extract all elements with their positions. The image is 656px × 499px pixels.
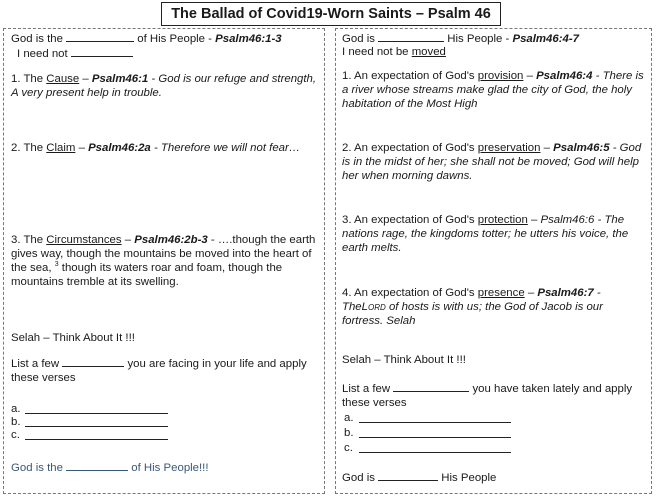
point-number: 3. The	[11, 234, 44, 246]
point-text: - God is in the midst of her; she shall not be moved; God will help her when morning dawns.	[342, 142, 642, 182]
point-term: provision	[477, 70, 524, 82]
right-header-pre: God is	[342, 33, 375, 45]
right-closing-blank[interactable]	[378, 469, 438, 481]
option-c	[11, 428, 318, 441]
point-text: - ….though the earth gives way, though the mountains be moved into the heart of the sea,	[11, 234, 316, 274]
option-label: b.	[344, 427, 354, 439]
point-term: Claim	[46, 142, 76, 154]
point-term: protection	[477, 214, 528, 226]
point-text: - Therefore we will not fear…	[153, 142, 301, 154]
right-subheader	[342, 45, 647, 59]
option-a-line[interactable]	[359, 411, 511, 423]
left-options	[11, 402, 318, 441]
list-prompt-post: you have taken lately and apply these verses	[342, 383, 633, 409]
option-label: c.	[344, 442, 353, 454]
list-prompt-pre: List a few	[11, 358, 60, 370]
point-number: 2. An expectation of God's	[342, 142, 475, 154]
right-list-prompt	[342, 380, 647, 410]
point-number: 3. An expectation of God's	[342, 214, 475, 226]
closing-pre: God is	[342, 472, 375, 484]
right-closing	[342, 469, 647, 485]
right-header-blank[interactable]	[378, 30, 444, 42]
left-selah: Selah – Think About It !!!	[11, 332, 135, 344]
left-header-post: of His People -	[137, 33, 212, 45]
point-dash: –	[543, 142, 550, 154]
verse-number: 3	[54, 261, 59, 269]
left-point-2	[11, 141, 318, 155]
worksheet-title: The Ballad of Covid19-Worn Saints – Psalm 46	[161, 2, 501, 26]
right-list-blank[interactable]	[393, 380, 469, 392]
option-label: c.	[11, 429, 20, 441]
option-c-line[interactable]	[25, 428, 168, 440]
right-header-post: His People -	[447, 33, 510, 45]
option-label: a.	[11, 403, 21, 415]
point-dash: –	[82, 73, 89, 85]
right-header	[342, 30, 647, 46]
left-subheader	[17, 45, 318, 61]
point-ref: Psalm46:7	[537, 287, 594, 299]
option-b	[11, 415, 318, 428]
point-ref: Psalm46:6	[540, 214, 595, 226]
left-subheader-pre: I need not	[17, 48, 68, 60]
point-dash: –	[527, 287, 535, 299]
point-text: of hosts is with us; the God of Jacob is our fortress. Selah	[342, 301, 603, 327]
point-ref: Psalm46:5	[553, 142, 610, 154]
point-term: Circumstances	[46, 234, 122, 246]
right-point-4	[342, 286, 647, 328]
right-panel	[335, 28, 652, 494]
point-text: - The nations rage, the kingdoms totter; he utters his voice, the earth melts.	[342, 214, 629, 254]
option-b-line[interactable]	[359, 426, 511, 438]
lord-smallcaps: Lord	[361, 301, 386, 313]
point-dash: –	[531, 214, 538, 226]
option-b	[342, 426, 647, 439]
left-point-3	[11, 233, 318, 289]
left-list-blank[interactable]	[62, 355, 124, 367]
right-point-1	[342, 69, 647, 111]
option-c	[342, 441, 647, 454]
closing-post: of His People!!!	[131, 462, 209, 474]
left-point-1	[11, 72, 318, 100]
right-point-3	[342, 213, 647, 255]
option-label: a.	[344, 412, 354, 424]
point-text: though its waters roar and foam, though the mountains tremble at its swelling.	[11, 262, 283, 288]
left-subheader-blank[interactable]	[71, 45, 133, 57]
left-header-ref: Psalm46:1-3	[215, 33, 282, 45]
point-term: Cause	[46, 73, 80, 85]
point-dash: –	[526, 70, 533, 82]
left-header	[11, 30, 318, 46]
point-term: presence	[477, 287, 525, 299]
right-options	[342, 411, 647, 454]
point-ref: Psalm46:2b-3	[134, 234, 208, 246]
left-closing-blank[interactable]	[66, 459, 128, 471]
option-c-line[interactable]	[359, 441, 511, 453]
list-prompt-pre: List a few	[342, 383, 391, 395]
right-subheader-word: moved	[411, 46, 446, 58]
point-number: 4. An expectation of God's	[342, 287, 475, 299]
point-dash: –	[78, 142, 85, 154]
option-label: b.	[11, 416, 21, 428]
point-text: - God is our refuge and strength, A very present help in trouble.	[11, 73, 317, 99]
point-number: 1. An expectation of God's	[342, 70, 475, 82]
list-prompt-post: you are facing in your life and apply these verses	[11, 358, 307, 384]
option-a	[11, 402, 318, 415]
left-list-prompt	[11, 355, 318, 385]
option-a	[342, 411, 647, 424]
closing-pre: God is the	[11, 462, 63, 474]
point-text: - There is a river whose streams make glad the city of God, the holy habitation of the Most High	[342, 70, 644, 110]
point-number: 2. The	[11, 142, 44, 154]
left-header-blank[interactable]	[66, 30, 134, 42]
left-closing	[11, 459, 318, 475]
right-header-ref: Psalm46:4-7	[512, 33, 579, 45]
point-text: - The	[342, 287, 601, 313]
right-point-2	[342, 141, 647, 183]
option-b-line[interactable]	[25, 415, 168, 427]
left-panel	[3, 28, 325, 494]
point-ref: Psalm46:1	[91, 73, 149, 85]
right-subheader-pre: I need not be	[342, 46, 409, 58]
closing-post: His People	[441, 472, 497, 484]
point-ref: Psalm46:4	[536, 70, 593, 82]
point-term: preservation	[477, 142, 541, 154]
left-header-pre: God is the	[11, 33, 63, 45]
point-ref: Psalm46:2a	[88, 142, 151, 154]
point-dash: –	[124, 234, 132, 246]
right-selah: Selah – Think About It !!!	[342, 354, 466, 366]
option-a-line[interactable]	[25, 402, 168, 414]
point-number: 1. The	[11, 73, 44, 85]
